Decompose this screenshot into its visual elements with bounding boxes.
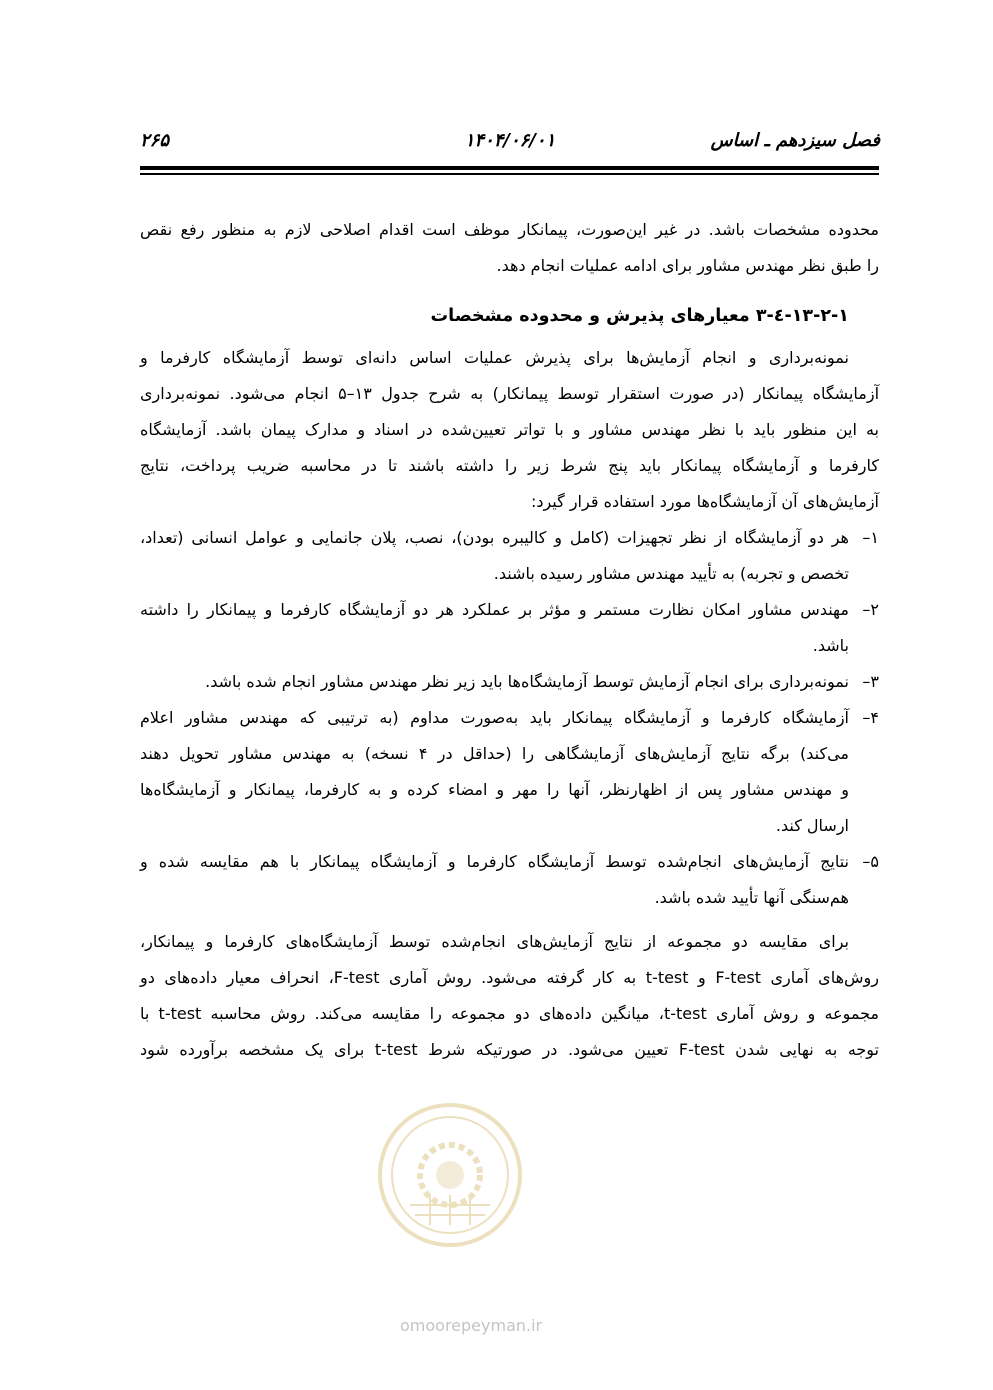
list-item [140,664,879,700]
text-line: مهندس مشاور امکان نظارت مستمر و مؤثر بر عملکرد هر دو آزمایشگاه کارفرما و پیمانکار را داشته [140,600,849,619]
text-line: به این منظور باید با نظر مهندس مشاور و با تواتر تعیین‌شده در اسناد و مدارک پیمان باشد. آزمایشگاه [140,420,879,439]
text-line: برای مقایسه دو مجموعه از نتایج آزمایش‌های انجام‌شده توسط آزمایشگاه‌های کارفرما و پیمانکار، [140,932,849,951]
text-line: و مهندس مشاور پس از اظهارنظر، آنها را مهر و امضاء کرده و به کارفرما، پیمانکار و آزمایشگاه‌ها [140,780,849,799]
text-line: تخصص و تجربه) به تأیید مهندس مشاور رسیده باشند. [493,564,849,583]
list-number: ۴– [862,708,879,727]
text-line: ارسال کند. [775,816,849,835]
text-line: کارفرما و آزمایشگاه پیمانکار باید پنج شرط زیر را داشته باشند تا در محاسبه ضریب پرداخت، نتایج [140,456,879,475]
header-rule-thick [140,166,879,170]
list-number: ۵– [862,852,879,871]
page-number: ۲۶۵ [140,130,170,151]
header-rule-thin [140,173,879,175]
list-number: ۲– [862,600,879,619]
watermark-text: omoorepeyman.ir [400,1316,543,1335]
text-line: آزمایشگاه کارفرما و آزمایشگاه پیمانکار باید به‌صورت مداوم (به ترتیبی که مهندس مشاور اعلام [140,708,849,727]
text-line: نتایج آزمایش‌های انجام‌شده توسط آزمایشگاه کارفرما و آزمایشگاه پیمانکار با هم مقایسه شده و [140,852,849,871]
text-line: نمونه‌برداری برای انجام آزمایش توسط آزمایشگاه‌ها باید زیر نظر مهندس مشاور انجام شده باشد. [205,672,849,691]
text-line: هم‌سنگی آنها تأیید شده باشد. [654,888,849,907]
section-heading: ۱۳-۲-۱-٤-۳ معیارهای پذیرش و محدوده مشخصات [430,306,849,326]
body-text [140,212,879,1068]
text-line: نمونه‌برداری و انجام آزمایش‌ها برای پذیرش عملیات اساس دانه‌ای توسط آزمایشگاه کارفرما و [140,348,849,367]
list-item [140,592,879,664]
text-line: هر دو آزمایشگاه از نظر تجهیزات (کامل و کالیبره بودن)، نصب، پلان جانمایی و عوامل انسانی (تعداد، [140,528,849,547]
text-line: محدوده مشخصات باشد. در غیر این‌صورت، پیمانکار موظف است اقدام اصلاحی لازم به منظور رفع نقص [140,220,879,239]
text-line: روش‌های آماری F-test و t-test به کار گرفته می‌شود. روش آماری F-test، انحراف معیار داده‌های دو [140,968,880,987]
text-line: توجه به نهایی شدن F-test تعیین می‌شود. در صورتیکه شرط t-test برای یک مشخصه برآورده شود [140,1040,880,1059]
list-item [140,844,879,916]
list-number: ۱– [862,528,879,547]
paragraph-criteria [140,340,879,520]
list-item [140,700,879,844]
header-date: ۱۴۰۴/۰۶/۰۱ [464,130,556,151]
text-line: را طبق نظر مهندس مشاور برای ادامه عملیات انجام دهد. [496,256,879,275]
paragraph-statistics [140,924,879,1068]
watermark-seal-icon [375,1100,525,1250]
intro-paragraph [140,212,879,284]
list-item [140,520,879,592]
text-line: آزمایشگاه پیمانکار (در صورت استقرار توسط پیمانکار) به شرح جدول ۱۳–۵ انجام می‌شود. نمونه‌برداری [140,384,880,403]
chapter-title: فصل سیزدهم ـ اساس [710,130,880,151]
text-line: آزمایش‌های آن آزمایشگاه‌ها مورد استفاده قرار گیرد: [530,492,879,511]
list-number: ۳– [862,672,879,691]
text-line: باشد. [812,636,849,655]
text-line: می‌کند) برگه نتایج آزمایش‌های آزمایشگاهی را (حداقل در ۴ نسخه) به مهندس مشاور تحویل دهند [140,744,850,763]
text-line: مجموعه و روش آماری t-test، میانگین داده‌های دو مجموعه را مقایسه می‌کند. روش محاسبه t-test با [140,1004,879,1023]
